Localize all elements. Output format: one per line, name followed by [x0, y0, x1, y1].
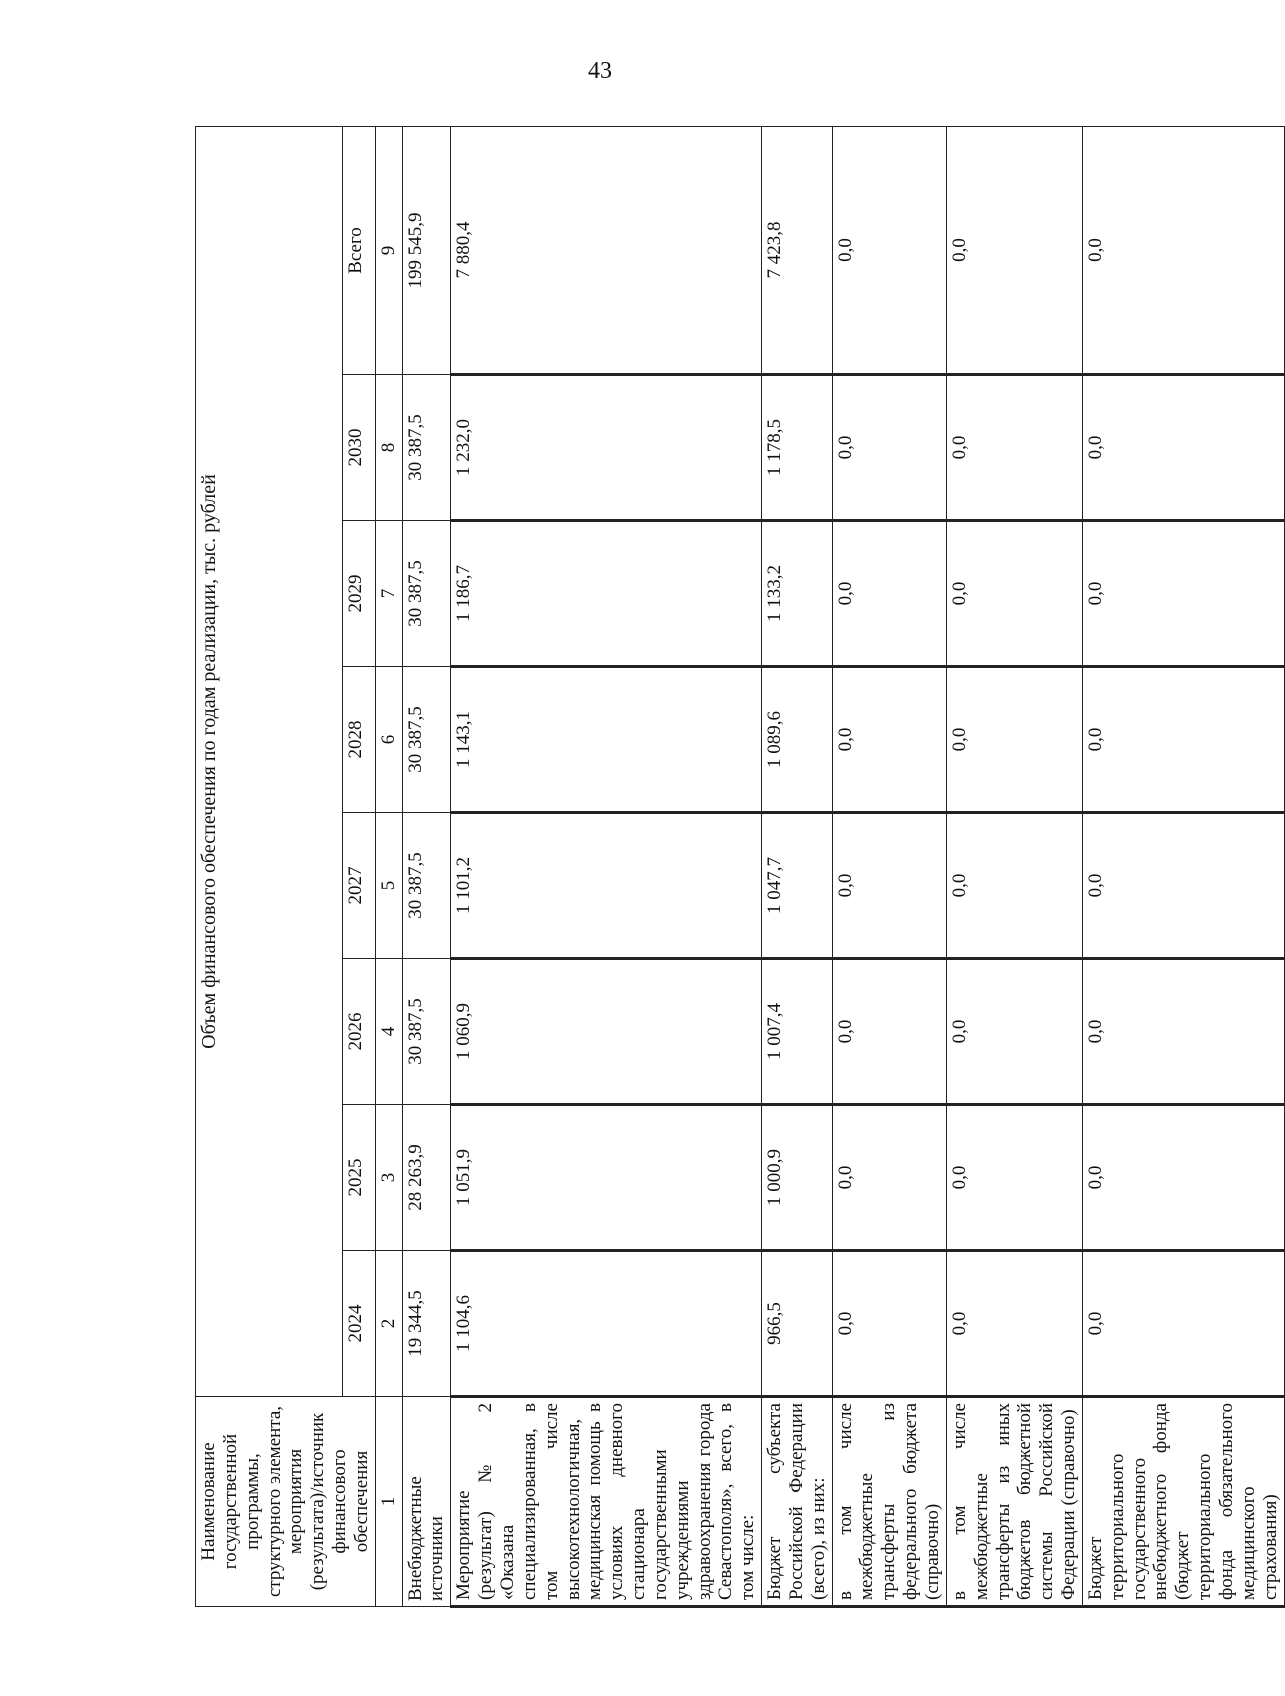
row-name: Бюджет территориального государственного внебюджетного фонда (бюджет территориального фонда обязательного медицинского страхования): [1082, 1397, 1284, 1607]
cell-value: 0,0: [832, 375, 946, 521]
table-row: [1082, 126, 1284, 1606]
header-name-column: Наименование государственной программы, структурного элемента, мероприятия (результата)/источник финансового обеспечения: [196, 1397, 376, 1607]
cell-value: 30 387,5: [402, 667, 451, 813]
cell-value: 30 387,5: [402, 375, 451, 521]
cell-value: 7 423,8: [762, 126, 833, 374]
cell-value: 0,0: [832, 521, 946, 667]
cell-value: 1 060,9: [451, 959, 762, 1105]
cell-value: 30 387,5: [402, 959, 451, 1105]
cell-value: 19 344,5: [402, 1251, 451, 1397]
cell-value: 0,0: [946, 521, 1082, 667]
row-name: Мероприятие (результат) № 2 «Оказана специализированная, в том числе высокотехнологичная, медицинская помощь в условиях дневного стационара государственными учреждениями здравоохранения города Севастополя», всего, в том числе:: [451, 1397, 762, 1607]
cell-value: 0,0: [1082, 1251, 1284, 1397]
cell-value: 1 101,2: [451, 813, 762, 959]
cell-value: 0,0: [832, 1105, 946, 1251]
cell-value: 0,0: [832, 667, 946, 813]
cell-value: 1 047,7: [762, 813, 833, 959]
cell-value: 0,0: [1082, 375, 1284, 521]
cell-value: 1 178,5: [762, 375, 833, 521]
column-number: 3: [375, 1105, 402, 1251]
cell-value: 0,0: [946, 1251, 1082, 1397]
header-year: 2030: [343, 375, 375, 521]
column-number: 4: [375, 959, 402, 1105]
cell-value: 966,5: [762, 1251, 833, 1397]
column-number: 2: [375, 1251, 402, 1397]
cell-value: 1 000,9: [762, 1105, 833, 1251]
header-year: 2024: [343, 1251, 375, 1397]
cell-value: 0,0: [832, 126, 946, 374]
header-year: 2029: [343, 521, 375, 667]
row-name: Бюджет субъекта Российской Федерации (всего), из них:: [762, 1397, 833, 1607]
row-name: в том числе межбюджетные трансферты из федерального бюджета (справочно): [832, 1397, 946, 1607]
cell-value: 1 007,4: [762, 959, 833, 1105]
column-number: 6: [375, 667, 402, 813]
column-number: 1: [375, 1397, 402, 1607]
cell-value: 1 051,9: [451, 1105, 762, 1251]
column-number: 8: [375, 375, 402, 521]
cell-value: 30 387,5: [402, 813, 451, 959]
column-number: 7: [375, 521, 402, 667]
cell-value: 0,0: [946, 1105, 1082, 1251]
table-row: [451, 126, 762, 1606]
cell-value: 0,0: [1082, 813, 1284, 959]
cell-value: 7 880,4: [451, 126, 762, 374]
header-total: Всего: [343, 126, 375, 374]
row-name: в том числе межбюджетные трансферты из иных бюджетов бюджетной системы Российской Федерации (справочно): [946, 1397, 1082, 1607]
cell-value: 0,0: [1082, 959, 1284, 1105]
cell-value: 1 186,7: [451, 521, 762, 667]
column-number: 5: [375, 813, 402, 959]
cell-value: 0,0: [946, 959, 1082, 1105]
cell-value: 0,0: [946, 126, 1082, 374]
cell-value: 0,0: [1082, 126, 1284, 374]
cell-value: 1 232,0: [451, 375, 762, 521]
cell-value: 199 545,9: [402, 126, 451, 374]
cell-value: 1 104,6: [451, 1251, 762, 1397]
cell-value: 0,0: [1082, 667, 1284, 813]
cell-value: 1 133,2: [762, 521, 833, 667]
financing-table-rotated: [195, 128, 1281, 1608]
table-row: [762, 126, 833, 1606]
cell-value: 28 263,9: [402, 1105, 451, 1251]
cell-value: 0,0: [946, 813, 1082, 959]
cell-value: 30 387,5: [402, 521, 451, 667]
header-year: 2026: [343, 959, 375, 1105]
cell-value: 0,0: [946, 667, 1082, 813]
table-row: [402, 126, 451, 1606]
page-number: 43: [588, 58, 612, 84]
header-year: 2027: [343, 813, 375, 959]
column-number: 9: [375, 126, 402, 374]
row-name: Внебюджетные источники: [402, 1397, 451, 1607]
cell-value: 1 143,1: [451, 667, 762, 813]
header-years-title: Объем финансового обеспечения по годам реализации, тыс. рублей: [196, 126, 343, 1396]
table-row: [832, 126, 946, 1606]
header-year: 2025: [343, 1105, 375, 1251]
cell-value: 0,0: [832, 813, 946, 959]
header-year: 2028: [343, 667, 375, 813]
cell-value: 0,0: [1082, 521, 1284, 667]
cell-value: 0,0: [832, 1251, 946, 1397]
cell-value: 0,0: [832, 959, 946, 1105]
table-row: [946, 126, 1082, 1606]
cell-value: 0,0: [946, 375, 1082, 521]
cell-value: 0,0: [1082, 1105, 1284, 1251]
financing-table: [195, 126, 1285, 1608]
cell-value: 1 089,6: [762, 667, 833, 813]
